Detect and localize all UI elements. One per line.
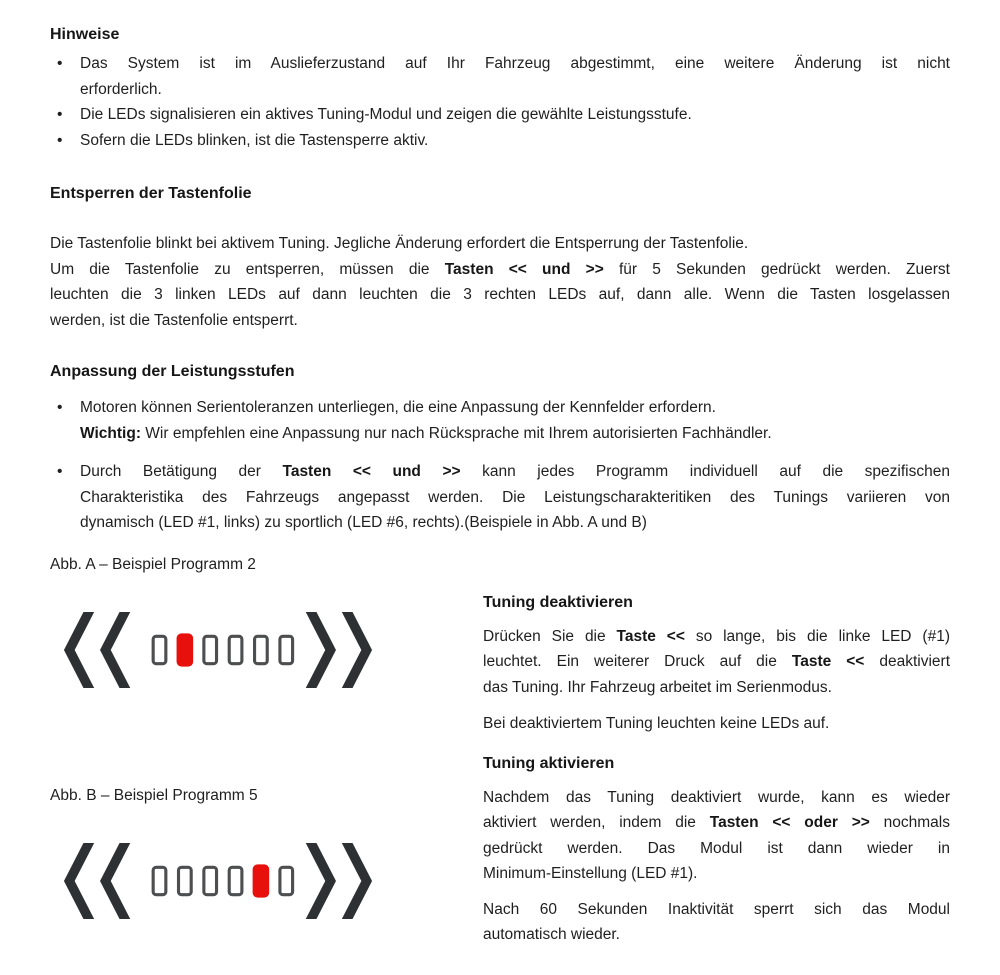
- figure-column: [50, 552, 483, 948]
- bullet-text: [80, 128, 950, 154]
- double-chevron-right-icon: [306, 612, 336, 688]
- double-chevron-left-icon: [64, 612, 94, 688]
- double-chevron-left-icon: [100, 612, 130, 688]
- text-line: werden, ist die Tastenfolie entsperrt.: [50, 311, 298, 329]
- led-indicator: [229, 636, 242, 663]
- double-chevron-right-icon: [306, 842, 336, 918]
- led-indicator: [153, 636, 166, 663]
- section-heading-hinweise: Hinweise: [50, 26, 120, 43]
- text-line: automatisch wieder.: [483, 926, 620, 943]
- text-line: Um die Tastenfolie zu entsperren, müssen die Tasten << und >> für 5 Sekunden gedrückt werden. Zuerst: [50, 260, 950, 278]
- text-line: • Das System ist im Auslieferzustand auf Ihr Fahrzeug abgestimmt, eine weitere Änderung ist nicht: [80, 55, 950, 72]
- text-line: • Motoren können Serientoleranzen unterliegen, die eine Anpassung der Kennfelder erfordern.: [80, 399, 716, 416]
- text-line: das Tuning. Ihr Fahrzeug arbeitet im Serienmodus.: [483, 678, 832, 696]
- led-indicator: [229, 867, 242, 894]
- text-line: Die Tastenfolie blinkt bei aktivem Tuning. Jegliche Änderung erfordert die Entsperrung der Tastenfolie.: [50, 235, 749, 252]
- bullet-text: [80, 395, 950, 446]
- list-item: [50, 102, 950, 128]
- led-indicator: [204, 636, 217, 663]
- bullet-text: [80, 51, 950, 102]
- figure-b-led-graphic: [62, 836, 374, 926]
- double-chevron-left-icon: [100, 842, 130, 918]
- text-line: Nach 60 Sekunden Inaktivität sperrt sich das Modul: [483, 900, 950, 918]
- text-line: Nachdem das Tuning deaktiviert wurde, kann es wieder: [483, 788, 950, 806]
- anpassung-bullet-list: [50, 395, 950, 536]
- text-line: erforderlich.: [80, 80, 162, 98]
- text-line: Drücken Sie die Taste << so lange, bis die linke LED (#1): [483, 627, 950, 645]
- deaktivieren-paragraph-2: [483, 711, 950, 737]
- figure-b-caption: Abb. B – Beispiel Programm 5: [50, 787, 258, 804]
- text-line: Minimum-Einstellung (LED #1).: [483, 865, 698, 882]
- led-indicator: [280, 636, 293, 663]
- section-heading-tuning-deaktivieren: Tuning deaktivieren: [483, 593, 633, 611]
- aktivieren-paragraph-1: [483, 785, 950, 887]
- hinweise-bullet-list: [50, 51, 950, 153]
- entsperren-paragraph: [50, 231, 950, 333]
- led-indicator: [204, 867, 217, 894]
- text-line: dynamisch (LED #1, links) zu sportlich (LED #6, rechts).(Beispiele in Abb. A und B): [80, 514, 647, 531]
- double-chevron-right-icon: [342, 842, 372, 918]
- list-item: [50, 51, 950, 102]
- section-heading-entsperren: Entsperren der Tastenfolie: [50, 185, 252, 202]
- instruction-column: [483, 552, 950, 948]
- section-heading-tuning-aktivieren: Tuning aktivieren: [483, 754, 615, 772]
- text-line: leuchten die 3 linken LEDs auf dann leuchten die 3 rechten LEDs auf, dann alle. Wenn die Tasten losgelassen: [50, 286, 950, 303]
- text-line: Bei deaktiviertem Tuning leuchten keine LEDs auf.: [483, 715, 830, 732]
- text-line: Charakteristika des Fahrzeugs angepasst werden. Die Leistungscharakteritiken des Tunings variieren von: [80, 488, 950, 506]
- double-chevron-right-icon: [342, 612, 372, 688]
- led-indicator: [280, 867, 293, 894]
- deaktivieren-paragraph-1: [483, 624, 950, 701]
- led-indicator-active: [177, 633, 194, 666]
- text-line: • Durch Betätigung der Tasten << und >> kann jedes Programm individuell auf die spezifischen: [80, 463, 950, 480]
- text-line: gedrückt werden. Das Modul ist dann wieder in: [483, 839, 950, 857]
- list-item: [50, 459, 950, 536]
- led-indicator: [179, 867, 192, 894]
- text-line: leuchtet. Ein weiterer Druck auf die Taste << deaktiviert: [483, 653, 950, 670]
- aktivieren-paragraph-2: [483, 897, 950, 948]
- bullet-text: [80, 102, 950, 128]
- text-line: aktiviert werden, indem die Tasten << oder >> nochmals: [483, 814, 950, 831]
- list-item: [50, 128, 950, 154]
- bullet-text: [80, 459, 950, 536]
- double-chevron-left-icon: [64, 842, 94, 918]
- list-item: [50, 395, 950, 446]
- text-line: • Die LEDs signalisieren ein aktives Tuning-Modul und zeigen die gewählte Leistungsstufe.: [80, 106, 692, 123]
- figure-a-caption: Abb. A – Beispiel Programm 2: [50, 555, 256, 573]
- section-heading-anpassung: Anpassung der Leistungsstufen: [50, 363, 295, 380]
- led-indicator: [153, 867, 166, 894]
- text-line: Wichtig: Wir empfehlen eine Anpassung nur nach Rücksprache mit Ihrem autorisierten Fachhändler.: [80, 424, 772, 442]
- led-indicator-active: [253, 864, 270, 897]
- text-line: • Sofern die LEDs blinken, ist die Tastensperre aktiv.: [80, 131, 429, 149]
- led-indicator: [255, 636, 268, 663]
- lower-two-column-section: [50, 552, 950, 948]
- figure-a-led-graphic: [62, 605, 374, 695]
